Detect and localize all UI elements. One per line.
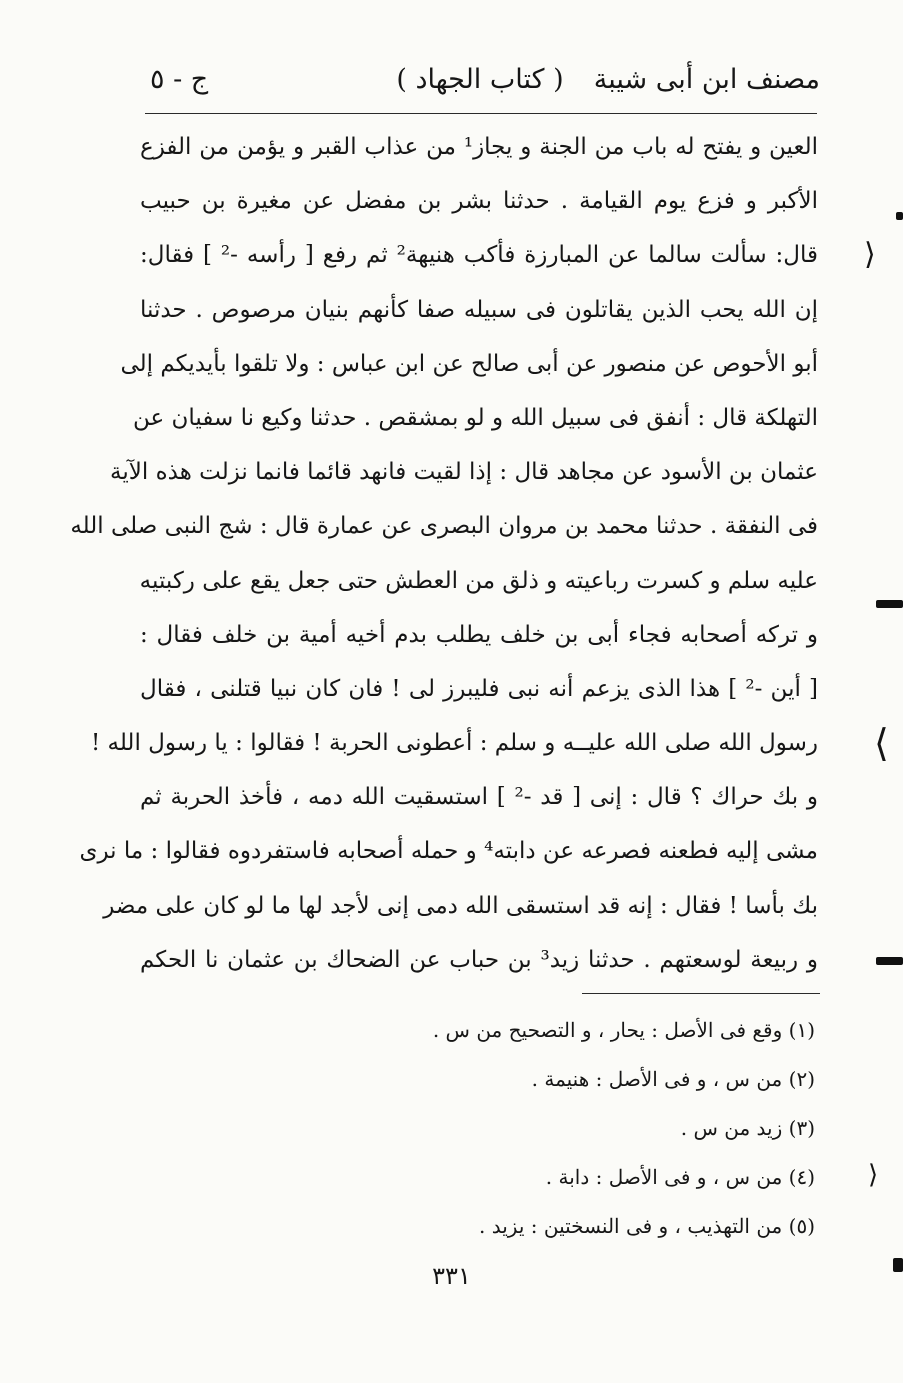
header-rule xyxy=(145,113,817,114)
main-text xyxy=(70,120,819,987)
text-line: فى النفقة . حدثنا محمد بن مروان البصرى عن عمارة قال : شج النبى صلى الله xyxy=(70,513,818,540)
footnote: (٥) من التهذيب ، و فى النسختين : يزيد . xyxy=(479,1214,815,1238)
text-line: رسول الله صلى الله عليــه و سلم : أعطونى الحربة ! فقالوا : يا رسول الله ! xyxy=(90,730,818,757)
volume-label: ج - ٥ xyxy=(150,64,209,95)
footnote: (٣) زيد من س . xyxy=(680,1116,815,1140)
book-title: مصنف ابن أبى شيبة xyxy=(593,64,820,95)
text-line: مشى إليه فطعنه فصرعه عن دابته⁴ و حمله أصحابه فاستفردوه فقالوا : ما نرى xyxy=(79,838,818,865)
text-line: و تركه أصحابه فجاء أبى بن خلف يطلب بدم أخيه أمية بن خلف فقال : xyxy=(140,621,818,648)
page-number: ٣٣١ xyxy=(432,1262,471,1290)
text-line: أبو الأحوص عن منصور عن أبى صالح عن ابن عباس : ولا تلقوا بأيديكم إلى xyxy=(120,350,818,377)
footnote: (١) وقع فى الأصل : يحار ، و التصحيح من س . xyxy=(432,1018,815,1042)
footnote: (٤) من س ، و فى الأصل : دابة . xyxy=(545,1165,815,1189)
margin-bracket-icon: ⟨ xyxy=(874,721,889,765)
text-line: عليه سلم و كسرت رباعيته و ذلق من العطش حتى جعل يقع على ركبتيه xyxy=(139,567,818,594)
footnote: (٢) من س ، و فى الأصل : هنيمة . xyxy=(531,1067,815,1091)
scan-artifact xyxy=(893,1258,903,1272)
scan-artifact xyxy=(876,957,903,965)
text-line: و بك حراك ؟ قال : إنى [ قد -² ] استسقيت الله دمه ، فأخذ الحربة ثم xyxy=(140,784,819,811)
margin-bracket-icon: ⟩ xyxy=(864,237,876,272)
text-line: العين و يفتح له باب من الجنة و يجاز¹ من عذاب القبر و يؤمن من الفزع xyxy=(140,134,818,160)
footnote-rule xyxy=(582,993,820,994)
footnotes xyxy=(215,1006,815,1251)
text-line: [ أين -² ] هذا الذى يزعم أنه نبى فليبرز لى ! فان كان نبيا قتلنى ، فقال xyxy=(140,675,818,702)
margin-bracket-icon: ⟩ xyxy=(868,1160,879,1190)
text-line: الأكبر و فزع يوم القيامة . حدثنا بشر بن مفضل عن مغيرة بن حبيب xyxy=(140,188,818,215)
scan-artifact xyxy=(896,212,903,220)
section-title: ( كتاب الجهاد ) xyxy=(396,64,564,95)
text-line: التهلكة قال : أنفق فى سبيل الله و لو بمشقص . حدثنا وكيع نا سفيان عن xyxy=(132,404,818,431)
text-line: إن الله يحب الذين يقاتلون فى سبيله صفا كأنهم بنيان مرصوص . حدثنا xyxy=(140,296,818,323)
text-line: قال: سألت سالما عن المبارزة فأكب هنيهة² ثم رفع [ رأسه -² ] فقال: xyxy=(140,242,818,269)
text-line: عثمان بن الأسود عن مجاهد قال : إذا لقيت فانهد قائما فانما نزلت هذه الآية xyxy=(110,459,818,486)
text-line: بك بأسا ! فقال : إنه قد استسقى الله دمى إنى لأجد لها ما لو كان على مضر xyxy=(103,892,818,919)
text-line: و ربيعة لوسعتهم . حدثنا زيد³ بن حباب عن الضحاك بن عثمان نا الحكم xyxy=(140,946,818,973)
scan-artifact xyxy=(876,600,903,608)
running-header xyxy=(140,58,820,104)
